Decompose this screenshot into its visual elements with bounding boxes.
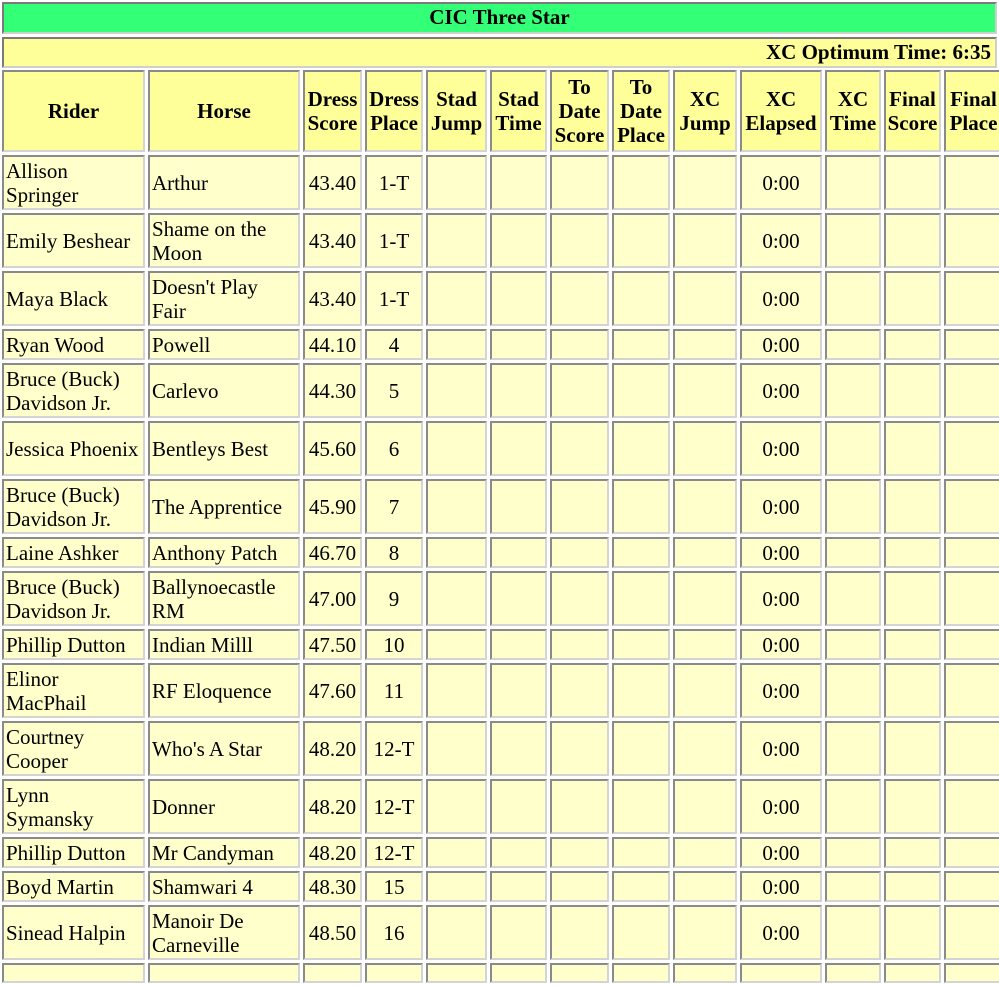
stad-jump-cell <box>426 421 487 476</box>
header-to-date-score: To Date Score <box>550 70 609 152</box>
xc-elapsed-cell: 0:00 <box>740 721 822 776</box>
stad-time-cell <box>490 271 547 326</box>
dress-place-cell: 7 <box>365 479 423 534</box>
to-date-place-cell <box>612 663 670 718</box>
header-xc-time: XC Time <box>825 70 881 152</box>
xc-jump-cell <box>673 963 737 983</box>
stad-jump-cell <box>426 837 487 868</box>
xc-time-cell <box>825 537 881 568</box>
final-place-cell <box>944 329 999 360</box>
xc-time-cell <box>825 871 881 902</box>
table-row <box>2 779 999 834</box>
xc-time-cell <box>825 837 881 868</box>
to-date-place-cell <box>612 571 670 626</box>
table-row <box>2 837 999 868</box>
stad-jump-cell <box>426 871 487 902</box>
xc-elapsed-cell: 0:00 <box>740 479 822 534</box>
dress-score-cell: 45.60 <box>303 421 362 476</box>
to-date-score-cell <box>550 155 609 210</box>
dress-score-cell <box>303 963 362 983</box>
final-place-cell <box>944 271 999 326</box>
dress-place-cell: 8 <box>365 537 423 568</box>
final-score-cell <box>884 271 941 326</box>
dress-score-cell: 47.00 <box>303 571 362 626</box>
final-place-cell <box>944 721 999 776</box>
to-date-score-cell <box>550 905 609 960</box>
xc-time-cell <box>825 155 881 210</box>
table-row <box>2 571 999 626</box>
dress-score-cell: 48.30 <box>303 871 362 902</box>
rider-cell <box>2 963 145 983</box>
horse-cell: Shamwari 4 <box>148 871 300 902</box>
final-score-cell <box>884 905 941 960</box>
xc-elapsed-cell: 0:00 <box>740 537 822 568</box>
to-date-score-cell <box>550 571 609 626</box>
table-row <box>2 363 999 418</box>
stad-jump-cell <box>426 155 487 210</box>
xc-jump-cell <box>673 537 737 568</box>
final-score-cell <box>884 963 941 983</box>
table-row <box>2 271 999 326</box>
final-score-cell <box>884 837 941 868</box>
table-row <box>2 629 999 660</box>
rider-cell: Allison Springer <box>2 155 145 210</box>
stad-time-cell <box>490 963 547 983</box>
stad-jump-cell <box>426 721 487 776</box>
xc-elapsed-cell: 0:00 <box>740 271 822 326</box>
final-place-cell <box>944 963 999 983</box>
xc-time-cell <box>825 329 881 360</box>
to-date-score-cell <box>550 871 609 902</box>
to-date-score-cell <box>550 537 609 568</box>
dress-score-cell: 44.10 <box>303 329 362 360</box>
header-final-place: Final Place <box>944 70 999 152</box>
stad-jump-cell <box>426 479 487 534</box>
stad-time-cell <box>490 421 547 476</box>
stad-time-cell <box>490 779 547 834</box>
dress-score-cell: 48.20 <box>303 721 362 776</box>
horse-cell: Mr Candyman <box>148 837 300 868</box>
to-date-place-cell <box>612 213 670 268</box>
to-date-place-cell <box>612 329 670 360</box>
rider-cell: Lynn Symansky <box>2 779 145 834</box>
header-xc-jump: XC Jump <box>673 70 737 152</box>
to-date-score-cell <box>550 329 609 360</box>
stad-jump-cell <box>426 663 487 718</box>
rider-cell: Bruce (Buck) Davidson Jr. <box>2 479 145 534</box>
horse-cell: RF Eloquence <box>148 663 300 718</box>
dress-score-cell: 48.50 <box>303 905 362 960</box>
header-dress-place: Dress Place <box>365 70 423 152</box>
to-date-score-cell <box>550 271 609 326</box>
header-rider: Rider <box>2 70 145 152</box>
final-score-cell <box>884 537 941 568</box>
rider-cell: Bruce (Buck) Davidson Jr. <box>2 571 145 626</box>
xc-jump-cell <box>673 329 737 360</box>
stad-time-cell <box>490 663 547 718</box>
stad-jump-cell <box>426 213 487 268</box>
xc-elapsed-cell <box>740 963 822 983</box>
to-date-place-cell <box>612 537 670 568</box>
dress-place-cell <box>365 963 423 983</box>
dress-place-cell: 16 <box>365 905 423 960</box>
xc-jump-cell <box>673 571 737 626</box>
stad-jump-cell <box>426 629 487 660</box>
stad-time-cell <box>490 837 547 868</box>
dress-place-cell: 1-T <box>365 213 423 268</box>
stad-time-cell <box>490 155 547 210</box>
rider-cell: Maya Black <box>2 271 145 326</box>
horse-cell: The Apprentice <box>148 479 300 534</box>
xc-elapsed-cell: 0:00 <box>740 663 822 718</box>
rider-cell: Jessica Phoenix <box>2 421 145 476</box>
xc-elapsed-cell: 0:00 <box>740 837 822 868</box>
to-date-score-cell <box>550 363 609 418</box>
stad-jump-cell <box>426 963 487 983</box>
horse-cell: Who's A Star <box>148 721 300 776</box>
horse-cell: Shame on the Moon <box>148 213 300 268</box>
xc-jump-cell <box>673 779 737 834</box>
xc-jump-cell <box>673 213 737 268</box>
rider-cell: Elinor MacPhail <box>2 663 145 718</box>
to-date-score-cell <box>550 213 609 268</box>
dress-score-cell: 43.40 <box>303 213 362 268</box>
xc-time-cell <box>825 571 881 626</box>
horse-cell <box>148 963 300 983</box>
dress-score-cell: 43.40 <box>303 271 362 326</box>
to-date-place-cell <box>612 479 670 534</box>
to-date-score-cell <box>550 421 609 476</box>
final-place-cell <box>944 905 999 960</box>
to-date-place-cell <box>612 421 670 476</box>
to-date-score-cell <box>550 963 609 983</box>
xc-jump-cell <box>673 663 737 718</box>
xc-elapsed-cell: 0:00 <box>740 871 822 902</box>
table-row <box>2 721 999 776</box>
xc-elapsed-cell: 0:00 <box>740 421 822 476</box>
stad-time-cell <box>490 721 547 776</box>
final-place-cell <box>944 871 999 902</box>
xc-jump-cell <box>673 837 737 868</box>
final-score-cell <box>884 213 941 268</box>
final-score-cell <box>884 479 941 534</box>
rider-cell: Courtney Cooper <box>2 721 145 776</box>
xc-elapsed-cell: 0:00 <box>740 571 822 626</box>
dress-place-cell: 12-T <box>365 837 423 868</box>
to-date-score-cell <box>550 479 609 534</box>
table-row <box>2 479 999 534</box>
rider-cell: Boyd Martin <box>2 871 145 902</box>
horse-cell: Bentleys Best <box>148 421 300 476</box>
xc-time-cell <box>825 963 881 983</box>
division-title: CIC Three Star <box>2 2 997 34</box>
xc-jump-cell <box>673 271 737 326</box>
dress-place-cell: 1-T <box>365 271 423 326</box>
to-date-score-cell <box>550 721 609 776</box>
final-place-cell <box>944 421 999 476</box>
dress-score-cell: 48.20 <box>303 837 362 868</box>
dress-score-cell: 48.20 <box>303 779 362 834</box>
rider-cell: Emily Beshear <box>2 213 145 268</box>
final-place-cell <box>944 663 999 718</box>
xc-elapsed-cell: 0:00 <box>740 213 822 268</box>
dress-score-cell: 47.60 <box>303 663 362 718</box>
stad-jump-cell <box>426 329 487 360</box>
header-row <box>2 70 999 152</box>
dress-score-cell: 44.30 <box>303 363 362 418</box>
xc-optimum-time: XC Optimum Time: 6:35 <box>2 37 997 68</box>
dress-place-cell: 10 <box>365 629 423 660</box>
header-stad-jump: Stad Jump <box>426 70 487 152</box>
to-date-place-cell <box>612 871 670 902</box>
horse-cell: Powell <box>148 329 300 360</box>
table-row <box>2 329 999 360</box>
dress-score-cell: 47.50 <box>303 629 362 660</box>
stad-time-cell <box>490 905 547 960</box>
horse-cell: Carlevo <box>148 363 300 418</box>
final-place-cell <box>944 479 999 534</box>
dress-place-cell: 9 <box>365 571 423 626</box>
horse-cell: Anthony Patch <box>148 537 300 568</box>
final-place-cell <box>944 155 999 210</box>
final-place-cell <box>944 213 999 268</box>
table-row <box>2 213 999 268</box>
rider-cell: Phillip Dutton <box>2 837 145 868</box>
final-score-cell <box>884 871 941 902</box>
to-date-score-cell <box>550 629 609 660</box>
table-row <box>2 905 999 960</box>
horse-cell: Indian Milll <box>148 629 300 660</box>
to-date-place-cell <box>612 963 670 983</box>
xc-jump-cell <box>673 871 737 902</box>
dress-place-cell: 12-T <box>365 779 423 834</box>
xc-elapsed-cell: 0:00 <box>740 905 822 960</box>
final-place-cell <box>944 571 999 626</box>
xc-elapsed-cell: 0:00 <box>740 329 822 360</box>
xc-elapsed-cell: 0:00 <box>740 629 822 660</box>
table-row <box>2 871 999 902</box>
horse-cell: Ballynoecastle RM <box>148 571 300 626</box>
xc-time-cell <box>825 663 881 718</box>
stad-time-cell <box>490 213 547 268</box>
xc-jump-cell <box>673 905 737 960</box>
to-date-score-cell <box>550 837 609 868</box>
xc-jump-cell <box>673 721 737 776</box>
results-page <box>2 2 997 986</box>
rider-cell: Sinead Halpin <box>2 905 145 960</box>
horse-cell: Doesn't Play Fair <box>148 271 300 326</box>
header-stad-time: Stad Time <box>490 70 547 152</box>
results-table <box>0 67 999 986</box>
stad-time-cell <box>490 537 547 568</box>
stad-jump-cell <box>426 271 487 326</box>
final-place-cell <box>944 363 999 418</box>
to-date-score-cell <box>550 779 609 834</box>
stad-jump-cell <box>426 363 487 418</box>
final-score-cell <box>884 629 941 660</box>
xc-elapsed-cell: 0:00 <box>740 155 822 210</box>
to-date-place-cell <box>612 271 670 326</box>
to-date-score-cell <box>550 663 609 718</box>
dress-place-cell: 5 <box>365 363 423 418</box>
xc-time-cell <box>825 629 881 660</box>
final-score-cell <box>884 571 941 626</box>
to-date-place-cell <box>612 629 670 660</box>
horse-cell: Donner <box>148 779 300 834</box>
to-date-place-cell <box>612 721 670 776</box>
stad-time-cell <box>490 871 547 902</box>
stad-time-cell <box>490 571 547 626</box>
xc-time-cell <box>825 271 881 326</box>
final-score-cell <box>884 663 941 718</box>
dress-place-cell: 4 <box>365 329 423 360</box>
final-score-cell <box>884 155 941 210</box>
xc-jump-cell <box>673 479 737 534</box>
stad-jump-cell <box>426 905 487 960</box>
to-date-place-cell <box>612 363 670 418</box>
final-score-cell <box>884 421 941 476</box>
dress-place-cell: 11 <box>365 663 423 718</box>
header-dress-score: Dress Score <box>303 70 362 152</box>
xc-jump-cell <box>673 363 737 418</box>
stad-jump-cell <box>426 571 487 626</box>
to-date-place-cell <box>612 779 670 834</box>
xc-jump-cell <box>673 629 737 660</box>
stad-time-cell <box>490 329 547 360</box>
xc-jump-cell <box>673 421 737 476</box>
xc-jump-cell <box>673 155 737 210</box>
final-score-cell <box>884 329 941 360</box>
dress-score-cell: 45.90 <box>303 479 362 534</box>
final-score-cell <box>884 363 941 418</box>
table-row <box>2 537 999 568</box>
dress-place-cell: 12-T <box>365 721 423 776</box>
stad-jump-cell <box>426 537 487 568</box>
final-place-cell <box>944 779 999 834</box>
final-place-cell <box>944 837 999 868</box>
table-row <box>2 421 999 476</box>
table-row-partial <box>2 963 999 983</box>
dress-score-cell: 43.40 <box>303 155 362 210</box>
table-row <box>2 155 999 210</box>
rider-cell: Phillip Dutton <box>2 629 145 660</box>
dress-place-cell: 1-T <box>365 155 423 210</box>
xc-time-cell <box>825 421 881 476</box>
horse-cell: Manoir De Carneville <box>148 905 300 960</box>
stad-time-cell <box>490 363 547 418</box>
final-score-cell <box>884 779 941 834</box>
to-date-place-cell <box>612 905 670 960</box>
xc-time-cell <box>825 779 881 834</box>
xc-elapsed-cell: 0:00 <box>740 363 822 418</box>
dress-score-cell: 46.70 <box>303 537 362 568</box>
dress-place-cell: 15 <box>365 871 423 902</box>
to-date-place-cell <box>612 837 670 868</box>
header-xc-elapsed: XC Elapsed <box>740 70 822 152</box>
xc-time-cell <box>825 905 881 960</box>
stad-time-cell <box>490 479 547 534</box>
to-date-place-cell <box>612 155 670 210</box>
rider-cell: Ryan Wood <box>2 329 145 360</box>
header-to-date-place: To Date Place <box>612 70 670 152</box>
table-row <box>2 663 999 718</box>
xc-time-cell <box>825 721 881 776</box>
rider-cell: Bruce (Buck) Davidson Jr. <box>2 363 145 418</box>
dress-place-cell: 6 <box>365 421 423 476</box>
header-final-score: Final Score <box>884 70 941 152</box>
horse-cell: Arthur <box>148 155 300 210</box>
header-horse: Horse <box>148 70 300 152</box>
final-place-cell <box>944 537 999 568</box>
stad-time-cell <box>490 629 547 660</box>
xc-elapsed-cell: 0:00 <box>740 779 822 834</box>
xc-time-cell <box>825 479 881 534</box>
xc-time-cell <box>825 213 881 268</box>
xc-time-cell <box>825 363 881 418</box>
stad-jump-cell <box>426 779 487 834</box>
rider-cell: Laine Ashker <box>2 537 145 568</box>
final-score-cell <box>884 721 941 776</box>
final-place-cell <box>944 629 999 660</box>
